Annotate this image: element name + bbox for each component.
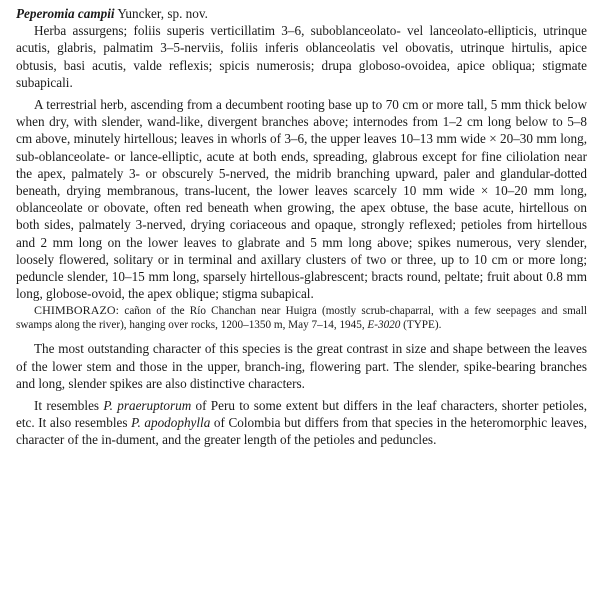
discussion-paragraph-1: The most outstanding character of this species is the great contrast in size and shape between the leaves of the lower stem and those in the upper, branch-ing, flowering part. The slender, spike-bearing branches and long, slender spikes are also distinctive characters. xyxy=(16,341,587,391)
discussion-text-1: It resembles xyxy=(34,398,104,414)
specimen-number: E-3020 xyxy=(367,319,401,332)
discussion-paragraph-2 xyxy=(16,397,587,449)
type-label: (TYPE). xyxy=(400,319,442,332)
latin-description: Herba assurgens; foliis superis verticillatim 3–6, suboblanceolato- vel lanceolato-ellipticis, utrinque acutis, glabris, palmatim 3–5-nerviis, foliis inferis oblanceolatis vel obovatis, utrinque hirtulis, apice obtusis, basi acutis, valde reflexis; spicis numerosis; drupa globoso-ovoidea, apice obliqua; stigmate subapicali. xyxy=(16,23,587,90)
species-heading xyxy=(16,5,587,22)
discussion-text-2: of Peru to some extent but differs in the leaf characters, shorter petioles, etc. It also resembles xyxy=(16,398,587,431)
locality-details: cañon of the Río Chanchan near Huigra (mostly scrub-chaparral, with a few seepages and small swamps along the river), hanging over rocks, 1200–1350 m, May 7–14, 1945, xyxy=(16,305,587,332)
locality-place: CHIMBORAZO: xyxy=(34,303,120,318)
english-description: A terrestrial herb, ascending from a decumbent rooting base up to 70 cm or more tall, 5 mm thick below when dry, with slender, wand-like, divergent branches above; internodes from 1–2 cm long below to 5–8 cm above, minutely hirtellous; leaves in whorls of 3–6, the upper leaves 10–13 mm wide × 20–30 mm long, sub-oblanceolate- or lance-elliptic, acute at both ends, spreading, glabrous except for fine ciliolation near the apex, palmately 3- or obscurely 5-nerved, the midrib branching upward, paler and glandular-dotted beneath, drying membranous, trans-lucent, the lower leaves scarcely 10 mm wide × 10–20 mm long, oblanceolate or obovate, often red beneath when growing, the apex obtuse, the base acute, hirtellous on both sides, palmately 3-nerved, drying coriaceous and opaque, strongly reflexed; petioles from hirtellous and 2 mm long on the lower leaves to glabrate and 5 mm long above; spikes numerous, very slender, loosely flowered, solitary or in terminal and axillary clusters of two or three, up to 10 cm or more long; peduncle slender, 10–15 mm long, sparsely hirtellous-glabrescent; bracts round, peltate; fruit about 0.8 mm long, globose-ovoid, the apex oblique; stigma subapical. xyxy=(16,97,587,302)
comparison-species-2: P. apodophylla xyxy=(131,415,211,431)
species-author: Yuncker, sp. nov. xyxy=(114,6,208,21)
discussion-text-3: of Colombia but differs from that species in the heteromorphic leaves, character of the in-dument, and the greater length of the petioles and peduncles. xyxy=(16,415,587,448)
locality-paragraph xyxy=(16,303,587,332)
species-name: Peperomia campii xyxy=(16,6,115,21)
comparison-species-1: P. praeruptorum xyxy=(103,398,192,414)
